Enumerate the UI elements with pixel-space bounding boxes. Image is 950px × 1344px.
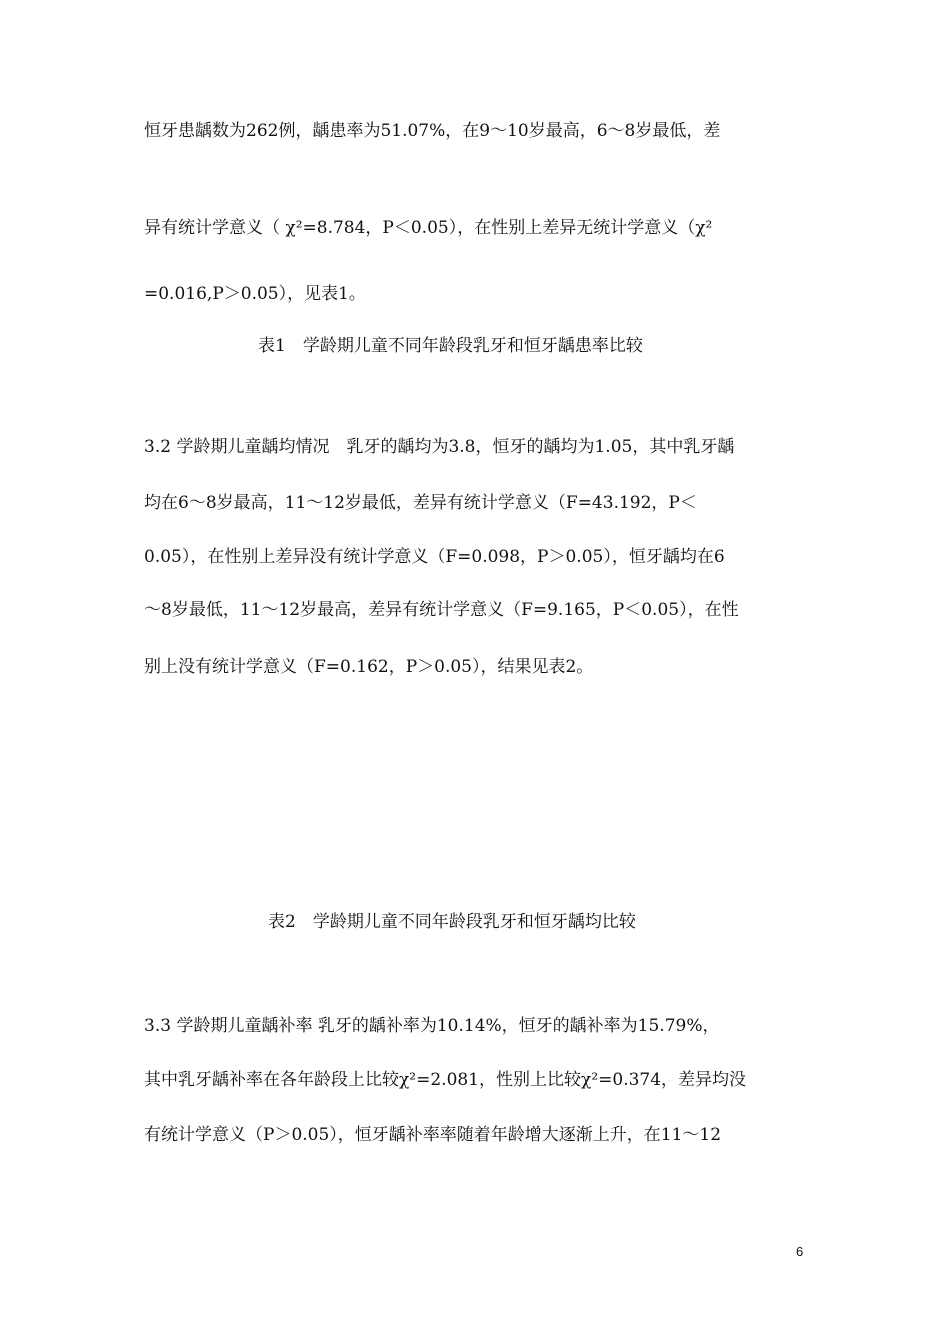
paragraph-1-line-1: 恒牙患龋数为262例，龋患率为51.07%，在9～10岁最高，6～8岁最低，差	[144, 121, 721, 141]
paragraph-1-line-3: =0.016,P＞0.05），见表1。	[144, 284, 366, 304]
page-number: 6	[796, 1244, 804, 1259]
paragraph-2-line-5: 别上没有统计学意义（F=0.162，P＞0.05），结果见表2。	[144, 657, 594, 677]
paragraph-1-line-2: 异有统计学意义（ χ²=8.784，P＜0.05），在性别上差异无统计学意义（χ²	[144, 218, 713, 238]
paragraph-3-line-3: 有统计学意义（P＞0.05），恒牙龋补率率随着年龄增大逐渐上升，在11～12	[144, 1125, 722, 1145]
paragraph-2-line-4: ～8岁最低，11～12岁最高，差异有统计学意义（F=9.165，P＜0.05），在性	[144, 600, 739, 620]
paragraph-3-line-2: 其中乳牙龋补率在各年龄段上比较χ²=2.081，性别上比较χ²=0.374，差异均没	[144, 1070, 747, 1090]
table-1-caption: 表1 学龄期儿童不同年龄段乳牙和恒牙龋患率比较	[258, 336, 643, 356]
paragraph-2-line-3: 0.05），在性别上差异没有统计学意义（F=0.098，P＞0.05），恒牙龋均在6	[144, 547, 725, 567]
paragraph-2-line-2: 均在6～8岁最高，11～12岁最低，差异有统计学意义（F=43.192，P＜	[144, 493, 697, 513]
table-2-caption: 表2 学龄期儿童不同年龄段乳牙和恒牙龋均比较	[268, 912, 636, 932]
paragraph-3-line-1: 3.3 学龄期儿童龋补率 乳牙的龋补率为10.14%，恒牙的龋补率为15.79%，	[144, 1016, 720, 1036]
paragraph-2-line-1: 3.2 学龄期儿童龋均情况 乳牙的龋均为3.8，恒牙的龋均为1.05，其中乳牙龋	[144, 437, 735, 457]
